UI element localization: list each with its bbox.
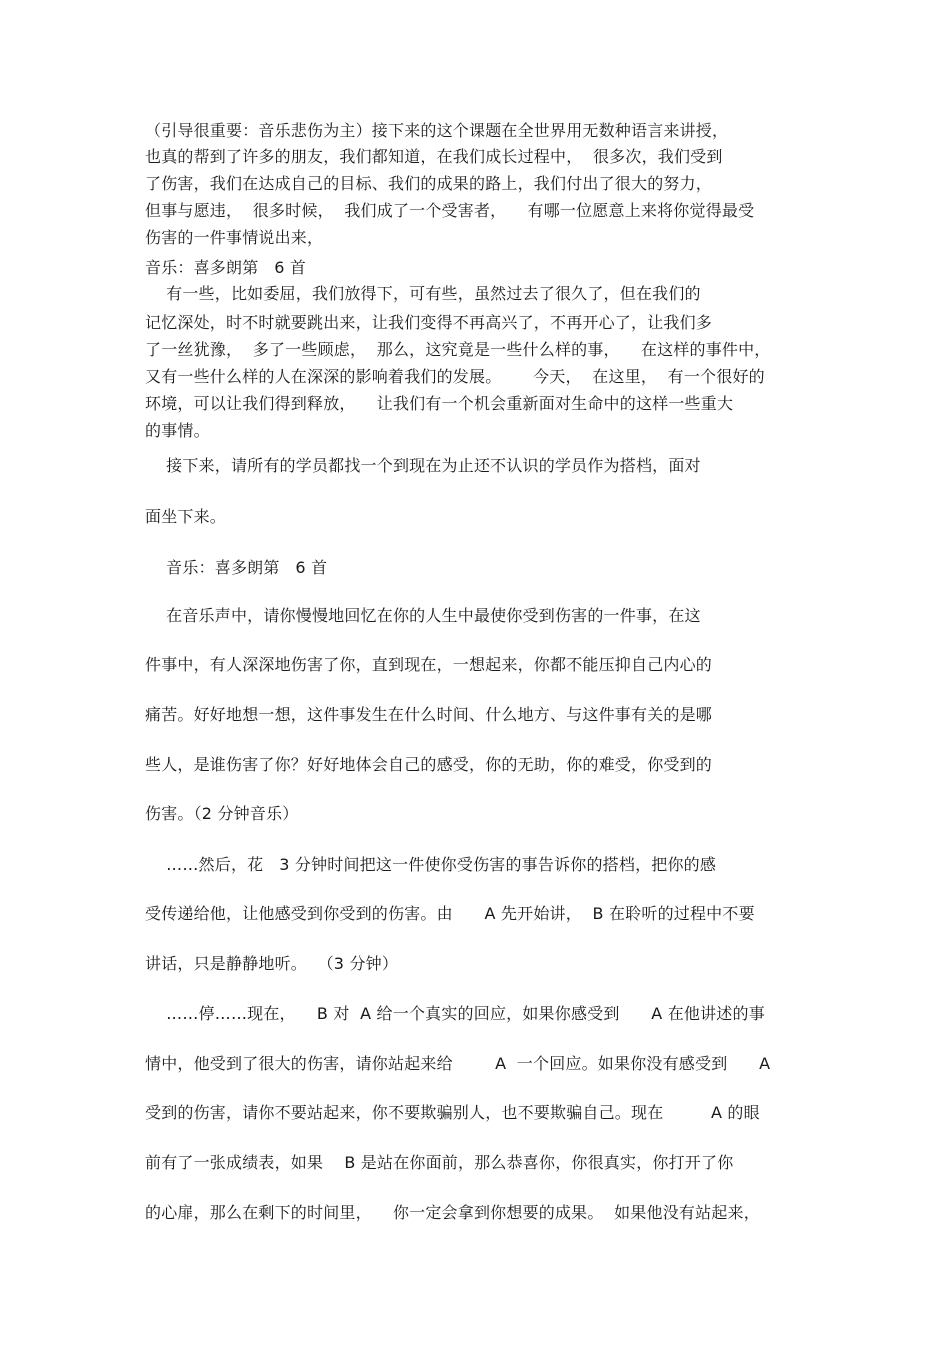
text-line-2: 也真的帮到了许多的朋友，我们都知道，在我们成长过程中， 很多次，我们受到: [145, 147, 723, 166]
text-line-4: 但事与愿违， 很多时候， 我们成了一个受害者， 有哪一位愿意上来将你觉得最受: [145, 201, 755, 220]
text-line-15: 音乐：喜多朗第 6 首: [145, 558, 328, 577]
text-line-8: 记忆深处，时不时就要跳出来，让我们变得不再高兴了，不再开心了，让我们多: [145, 313, 713, 332]
text-line-27: 前有了一张成绩表，如果 B 是站在你面前，那么恭喜你，你很真实，你打开了你: [145, 1153, 734, 1172]
text-line-1: （引导很重要：音乐悲伤为主）接下来的这个课题在全世界用无数种语言来讲授，: [145, 121, 729, 140]
text-line-19: 些人，是谁伤害了你？好好地体会自己的感受，你的无助，你的难受，你受到的: [145, 755, 713, 774]
text-line-3: 了伤害，我们在达成自己的目标、我们的成果的路上，我们付出了很大的努力，: [145, 174, 713, 193]
text-line-28: 的心扉，那么在剩下的时间里， 你一定会拿到你想要的成果。 如果他没有站起来，: [145, 1203, 760, 1222]
text-line-21: ……然后，花 3 分钟时间把这一件使你受伤害的事告诉你的搭档，把你的感: [145, 855, 717, 874]
text-line-26: 受到的伤害，请你不要站起来，你不要欺骗别人，也不要欺骗自己。现在 A 的眼: [145, 1103, 760, 1122]
text-line-22: 受传递给他，让他感受到你受到的伤害。由 A 先开始讲， B 在聆听的过程中不要: [145, 904, 755, 923]
text-line-14: 面坐下来。: [145, 507, 227, 526]
text-line-18: 痛苦。好好地想一想，这件事发生在什么时间、什么地方、与这件事有关的是哪: [145, 705, 713, 724]
text-line-12: 的事情。: [145, 421, 210, 440]
text-line-23: 讲话，只是静静地听。 （3 分钟）: [145, 954, 399, 973]
text-line-7: 有一些，比如委屈，我们放得下，可有些，虽然过去了很久了，但在我们的: [145, 284, 701, 303]
text-line-20: 伤害。（2 分钟音乐）: [145, 804, 299, 823]
text-line-6: 音乐：喜多朗第 6 首: [145, 258, 307, 277]
text-line-5: 伤害的一件事情说出来，: [145, 228, 324, 247]
text-line-11: 环境，可以让我们得到释放， 让我们有一个机会重新面对生命中的这样一些重大: [145, 394, 734, 413]
text-line-9: 了一丝犹豫， 多了一些顾虑， 那么，这究竟是一些什么样的事， 在这样的事件中，: [145, 340, 771, 359]
text-line-24: ……停……现在， B 对 A 给一个真实的回应，如果你感受到 A 在他讲述的事: [145, 1004, 765, 1023]
text-line-10: 又有一些什么样的人在深深的影响着我们的发展。 今天， 在这里， 有一个很好的: [145, 367, 765, 386]
text-line-25: 情中，他受到了很大的伤害，请你站起来给 A 一个回应。如果你没有感受到 A: [145, 1054, 771, 1073]
text-line-17: 件事中，有人深深地伤害了你，直到现在，一想起来，你都不能压抑自己内心的: [145, 655, 713, 674]
text-line-13: 接下来，请所有的学员都找一个到现在为止还不认识的学员作为搭档，面对: [145, 456, 701, 475]
text-line-16: 在音乐声中，请你慢慢地回忆在你的人生中最使你受到伤害的一件事，在这: [145, 606, 701, 625]
